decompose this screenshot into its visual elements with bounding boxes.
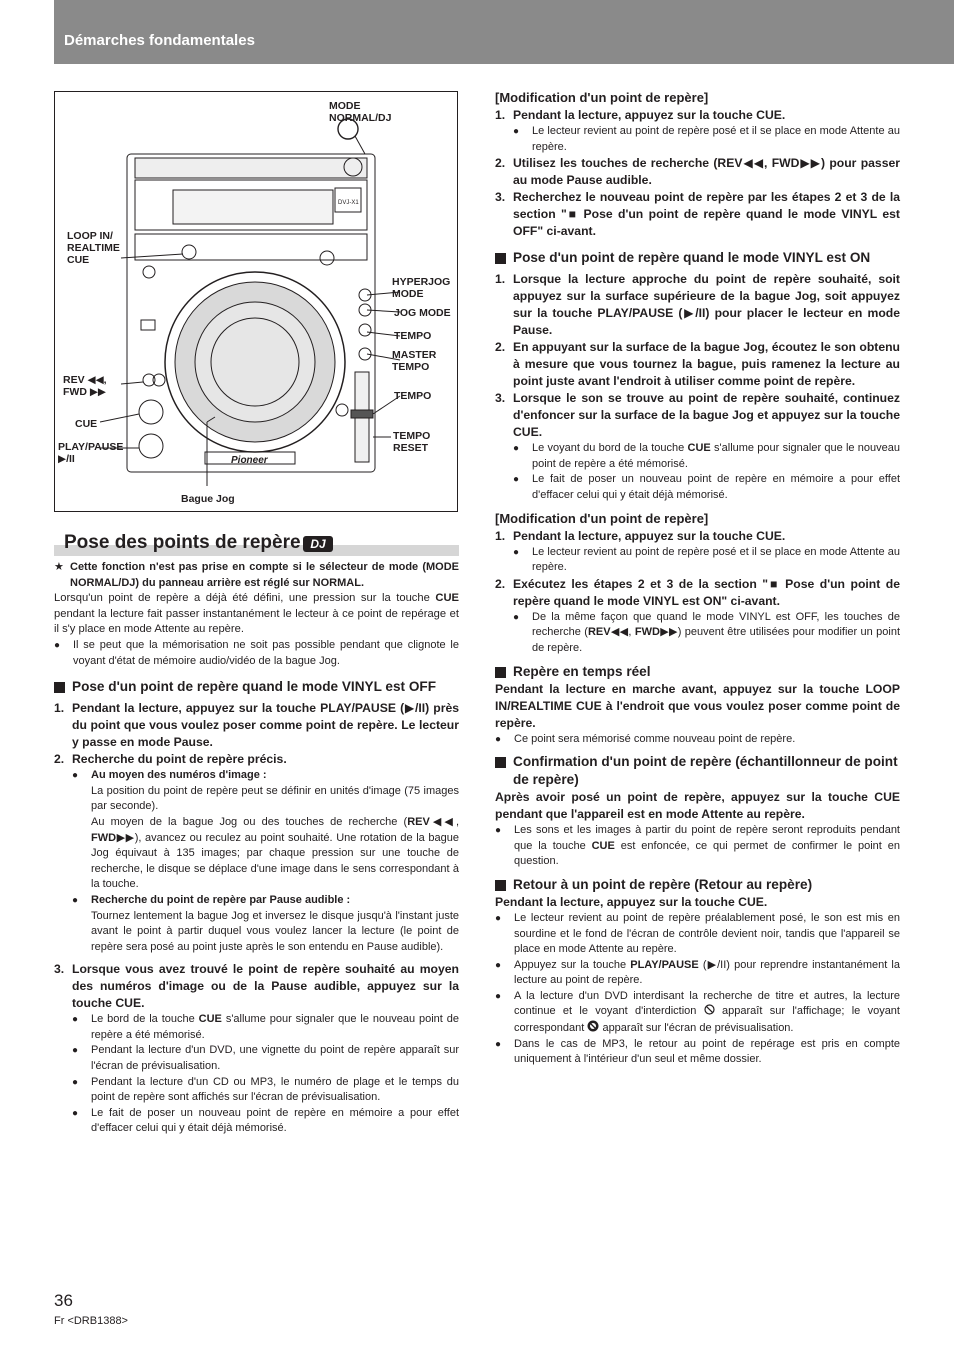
page-number: 36: [54, 1291, 73, 1310]
label-cue: CUE: [75, 418, 98, 430]
return-bullet-3: ● A la lecture d'un DVD interdisant la recherche de titre et autres, la lecture continue et le voyant d'interdiction apparaît sur l'affichage; le voyant correspondant apparaît sur l'écran de prévisualisation.: [495, 989, 900, 1035]
prohibited-icon: [704, 1004, 715, 1015]
section-title: Pose des points de repère: [64, 532, 301, 553]
dj-badge-icon: DJ: [303, 536, 333, 552]
player-figure: [54, 91, 458, 512]
step-2: 2. Recherche du point de repère précis.: [54, 752, 287, 767]
realtime-bullet: ● Ce point sera mémorisé comme nouveau point de repère.: [495, 732, 796, 745]
label-master-tempo: MASTER TEMPO: [392, 349, 437, 373]
step-2-bullet-1: ● Au moyen des numéros d'image : La position du point de repère peut se définir en unités d'image (75 images par seconde). Au moyen de la bague Jog ou des touches de recherche (REV◀◀, FWD▶▶), avancez ou reculez au point souhaité. Une rotation de la bague Jog équivaut à 135 images; par chaque pression sur une touche de recherche, le disque se déplace d'une image dans le sens correspondant à la touche.: [72, 769, 459, 891]
return-bullet-2: ● Appuyez sur la touche PLAY/PAUSE (▶/II) pour reprendre instantanément la lecture au point de repère.: [495, 958, 900, 987]
mod2-step-1: 1. Pendant la lecture, appuyez sur la touche CUE.: [495, 528, 786, 543]
label-loop-in-realtime-cue: LOOP IN/ REALTIME CUE: [67, 230, 120, 266]
return-bullet-4: ● Dans le cas de MP3, le retour au point de repérage est pris en compte uniquement à l'intérieur d'un seul et même dossier.: [495, 1037, 900, 1066]
return-heading: Retour à un point de repère (Retour au repère): [495, 876, 900, 894]
modification-heading-1: [Modification d'un point de repère]: [495, 90, 709, 105]
vinyl-on-heading: Pose d'un point de repère quand le mode VINYL est ON: [495, 249, 900, 267]
realtime-heading: Repère en temps réel: [495, 663, 900, 681]
label-mode-normal-dj: MODE NORMAL/DJ: [329, 100, 392, 124]
mod1-step-3: 3. Recherchez le nouveau point de repère par les étapes 2 et 3 de la section "■ Pose d'un point de repère quand le mode VINYL est OFF" ci-avant.: [495, 190, 900, 239]
mod1-step-1: 1. Pendant la lecture, appuyez sur la touche CUE.: [495, 108, 786, 122]
on-bullet-1: ● Le voyant du bord de la touche CUE s'allume pour signaler que le nouveau point de repère a été mémorisé.: [513, 442, 900, 470]
return-bullet-1: ● Le lecteur revient au point de repère préalablement posé, le son est mis en sourdine et le fond de l'écran de contrôle devient noir, tandis que l'appareil se place en mode Attente au repère.: [495, 911, 900, 956]
on-bullet-2: ● Le fait de poser un nouveau point de repère en mémoire a pour effet d'effacer celui qui y était déjà mémorisé.: [513, 473, 900, 501]
mod2-bullet-2: ● De la même façon que quand le mode VINYL est OFF, les touches de recherche (REV◀◀, FWD▶▶) peuvent être utilisées pour modifier un point de repère.: [513, 610, 901, 654]
vinyl-off-heading: Pose d'un point de repère quand le mode VINYL est OFF: [54, 678, 459, 696]
mod1-step-2: 2. Utilisez les touches de recherche (REV◀◀, FWD▶▶) pour passer au mode Pause audible.: [495, 156, 900, 188]
step-3-bullet-4: ● Le fait de poser un nouveau point de repère en mémoire a pour effet d'effacer celui qui y était déjà mémorisé.: [72, 1106, 459, 1135]
confirmation-bullet: ● Les sons et les images à partir du point de repère seront reproduits pendant que la touche CUE est enfoncée, ce qui permet de confirmer le point en question.: [495, 824, 900, 868]
star-icon: ★: [54, 561, 64, 573]
step-3-bullet-2: ● Pendant la lecture d'un DVD, une vignette du point de repère apparaît sur l'écran de prévisualisation.: [72, 1044, 459, 1073]
square-bullet-icon: [54, 682, 65, 693]
square-bullet-icon: [495, 880, 506, 891]
return-lead: Pendant la lecture, appuyez sur la touche CUE.: [495, 894, 768, 909]
square-bullet-icon: [495, 667, 506, 678]
mod2-bullet-1: ● Le lecteur revient au point de repère posé et il se place en mode Attente au repère.: [513, 545, 900, 574]
mod1-bullet-1: ● Le lecteur revient au point de repère posé et il se place en mode Attente au repère.: [513, 125, 900, 153]
step-2-bullet-2: ● Recherche du point de repère par Pause audible : Tournez lentement la bague Jog et inversez le disque jusqu'à l'instant juste avant le point à partir duquel vous voulez lancer la lecture (le point de repère sera posé au point juste après le son entendu en Pause audible).: [72, 893, 459, 953]
step-3-bullet-3: ● Pendant la lecture d'un CD ou MP3, le numéro de plage et le temps du point de repère sont affichés sur l'écran de prévisualisation.: [72, 1075, 459, 1104]
section-header: [54, 0, 954, 64]
mod2-step-2: 2. Exécutez les étapes 2 et 3 de la section "■ Pose d'un point de repère quand le mode VINYL est ON" ci-avant.: [495, 576, 900, 608]
left-column: [54, 560, 459, 1137]
label-bague-jog: Bague Jog: [181, 493, 235, 505]
document-reference: Fr <DRB1388>: [54, 1315, 128, 1327]
step-3: 3. Lorsque vous avez trouvé le point de repère souhaité au moyen des numéros d'image ou de la Pause audible, appuyez sur la touche CUE.: [54, 962, 459, 1011]
intro-bullet: ● Il se peut que la mémorisation ne soit pas possible pendant que clignote le voyant d'état de mémoire audio/vidéo de la bague Jog.: [54, 638, 459, 667]
section-header-title: Démarches fondamentales: [64, 32, 255, 49]
on-step-3: 3. Lorsque le son se trouve au point de repère souhaité, continuez d'enfoncer sur la surface de la bague Jog et appuyez sur la touche CUE.: [495, 391, 900, 440]
realtime-lead: Pendant la lecture en marche avant, appuyez sur la touche LOOP IN/REALTIME CUE à l'endroit que vous voulez poser comme point de repère.: [495, 681, 900, 730]
on-step-1: 1. Lorsque la lecture approche du point de repère souhaité, soit appuyez sur la surface supérieure de la bague Jog, soit appuyez sur la touche PLAY/PAUSE (▶/II) pour placer le lecteur en mode Pause.: [495, 272, 900, 338]
step-1: 1. Pendant la lecture, appuyez sur la touche PLAY/PAUSE (▶/II) près du point que vous voulez poser comme point de repère. Le lecteur y passe en mode Pause.: [54, 701, 459, 750]
step-3-bullet-1: ● Le bord de la touche CUE s'allume pour signaler que le nouveau point de repère a été mémorisé.: [72, 1013, 460, 1041]
hand-prohibit-icon: [587, 1020, 599, 1032]
confirmation-lead: Après avoir posé un point de repère, appuyez sur la touche CUE pendant que l'appareil est en mode Attente au repère.: [495, 790, 900, 822]
label-tempo-2: TEMPO: [394, 390, 432, 402]
label-play-pause: PLAY/PAUSE ▶/II: [58, 441, 124, 465]
confirmation-heading: Confirmation d'un point de repère (échantillonneur de point de repère): [495, 753, 900, 789]
intro-paragraph: Lorsqu'un point de repère a déjà été défini, une pression sur la touche CUE pendant la lecture fait passer instantanément le lecteur à ce point de repérage et il s'y place en mode Attente au repère.: [54, 592, 459, 636]
label-tempo-reset: TEMPO RESET: [393, 430, 431, 454]
model-text: DVJ-X1: [338, 200, 359, 206]
label-rev-fwd: REV ◀◀, FWD ▶▶: [63, 374, 107, 398]
label-hyperjog-mode: HYPERJOG MODE: [392, 276, 451, 300]
modification-heading-2: [Modification d'un point de repère]: [495, 510, 709, 526]
star-note: ★ Cette fonction n'est pas prise en compte si le sélecteur de mode (MODE NORMAL/DJ) du panneau arrière est réglé sur NORMAL.: [54, 561, 459, 589]
right-column: [495, 89, 900, 1068]
square-bullet-icon: [495, 253, 506, 264]
label-jog-mode: JOG MODE: [394, 307, 451, 319]
on-step-2: 2. En appuyant sur la surface de la bague Jog, écoutez le son obtenu à mesure que vous tournez la bague, puis ramenez la lecture au point juste avant l'endroit à utiliser comme point de repère.: [495, 340, 900, 389]
brand-logo-text: Pioneer: [231, 455, 268, 466]
label-tempo-1: TEMPO: [394, 330, 432, 342]
square-bullet-icon: [495, 757, 506, 768]
